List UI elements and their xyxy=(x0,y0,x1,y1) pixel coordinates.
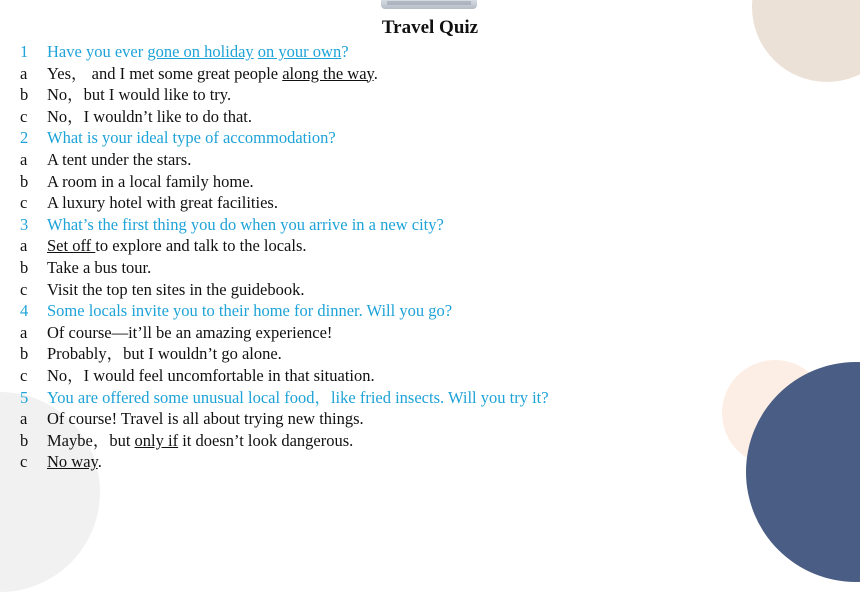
option-letter: a xyxy=(20,236,28,256)
option-text xyxy=(47,235,307,257)
option-text xyxy=(47,365,375,387)
text-segment: it doesn’t look dangerous. xyxy=(178,430,354,450)
option-letter: a xyxy=(20,409,28,429)
option-letter: b xyxy=(20,258,29,277)
question-text xyxy=(47,214,444,236)
option-text xyxy=(47,63,378,85)
option-text xyxy=(47,171,254,193)
text-segment: What’s the first thing you do when you arrive in a new city? xyxy=(47,214,444,234)
option-letter: b xyxy=(20,85,29,105)
question-number: 5 xyxy=(20,387,29,407)
text-segment: Of course! Travel is all about trying new things. xyxy=(47,409,364,429)
text-segment: What is your ideal type of accommodation? xyxy=(47,128,336,148)
option-letter: c xyxy=(20,279,28,299)
text-segment: Of course—it’ll be an amazing experience! xyxy=(47,322,333,342)
text-segment: Maybe，but xyxy=(47,430,135,450)
text-segment: to explore and talk to the locals. xyxy=(95,236,307,256)
text-segment: . xyxy=(97,452,102,472)
text-segment: Yes， and I met some great people xyxy=(47,63,283,83)
question-number: 1 xyxy=(20,42,29,61)
option-letter: c xyxy=(20,366,28,385)
option-letter: b xyxy=(20,344,29,364)
text-segment: Some locals invite you to their home for dinner. Will you go? xyxy=(47,301,453,321)
option-letter: c xyxy=(20,193,28,213)
question-text xyxy=(47,300,452,322)
option-letter: b xyxy=(20,171,29,191)
option-text xyxy=(47,257,151,279)
text-segment: ? xyxy=(341,42,349,61)
underlined-phrase: only if xyxy=(134,430,179,450)
underlined-phrase: along the way xyxy=(282,63,374,83)
underlined-phrase: on your own xyxy=(257,42,342,61)
option-text xyxy=(47,322,332,344)
underlined-phrase: Set off xyxy=(47,236,96,256)
option-text xyxy=(47,430,353,452)
option-text xyxy=(47,451,102,473)
question-text xyxy=(47,127,336,149)
option-letter: c xyxy=(20,106,28,126)
text-segment: A room in a local family home. xyxy=(47,171,254,191)
option-text xyxy=(47,343,282,365)
text-segment: No，I would feel uncomfortable in that situation. xyxy=(47,366,375,385)
option-letter: b xyxy=(20,430,29,450)
underlined-phrase: gone on holiday xyxy=(147,42,254,61)
question-number: 4 xyxy=(20,301,29,321)
option-text xyxy=(47,279,304,301)
header-image-fragment xyxy=(381,0,477,9)
underlined-phrase: No way xyxy=(47,452,98,472)
option-letter: c xyxy=(20,452,28,472)
text-segment: You are offered some unusual local food，like fried insects. Will you try it? xyxy=(47,387,549,407)
option-text xyxy=(47,192,278,214)
question-number: 2 xyxy=(20,128,29,148)
question-number: 3 xyxy=(20,214,29,234)
text-segment: . xyxy=(373,63,378,83)
option-text xyxy=(47,408,364,430)
text-segment: A luxury hotel with great facilities. xyxy=(47,193,278,213)
text-segment: A tent under the stars. xyxy=(47,150,192,169)
text-segment: Take a bus tour. xyxy=(47,258,152,277)
text-segment: Probably，but I wouldn’t go alone. xyxy=(47,344,282,364)
option-text xyxy=(47,149,191,171)
text-segment: No，I wouldn’t like to do that. xyxy=(47,106,253,126)
option-text xyxy=(47,106,252,128)
option-letter: a xyxy=(20,63,28,83)
text-segment: Have you ever xyxy=(47,42,148,61)
text-segment: No，but I would like to try. xyxy=(47,85,232,105)
option-text xyxy=(47,84,231,106)
question-text xyxy=(47,41,349,63)
option-letter: a xyxy=(20,150,28,169)
option-letter: a xyxy=(20,322,28,342)
decorative-circle-top-right xyxy=(752,0,860,82)
question-text xyxy=(47,387,549,409)
page-title: Travel Quiz xyxy=(381,17,479,38)
text-segment: Visit the top ten sites in the guidebook. xyxy=(47,279,305,299)
